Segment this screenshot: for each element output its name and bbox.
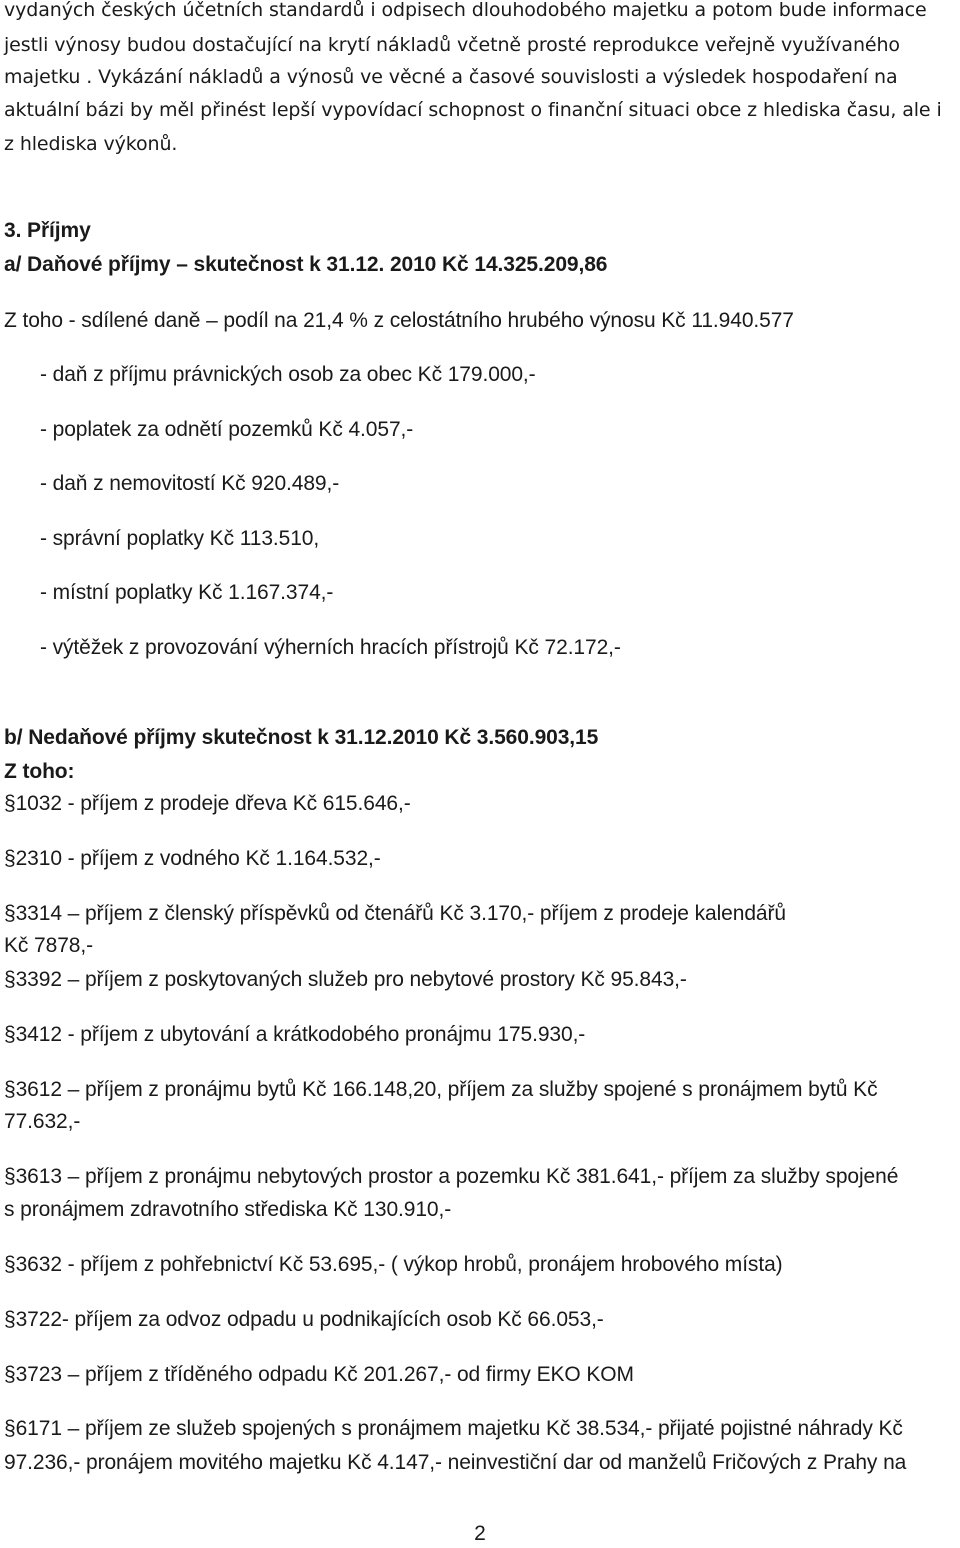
nontax-item: 77.632,-: [4, 1110, 81, 1133]
nontax-income-heading: b/ Nedaňové příjmy skutečnost k 31.12.2010 Kč 3.560.903,15: [4, 726, 599, 749]
tax-item: - výtěžek z provozování výherních hracích přístrojů Kč 72.172,-: [40, 636, 621, 659]
intro-line-5: z hlediska výkonů.: [4, 133, 178, 155]
tax-item: - daň z příjmu právnických osob za obec Kč 179.000,-: [40, 363, 536, 386]
intro-line-4: aktuální bázi by měl přinést lepší vypovídací schopnost o finanční situaci obce z hlediska času, ale i: [4, 99, 942, 121]
shared-tax-line: Z toho - sdílené daně – podíl na 21,4 % z celostátního hrubého výnosu Kč 11.940.577: [4, 309, 794, 332]
nontax-item: §3632 - příjem z pohřebnictví Kč 53.695,- ( výkop hrobů, pronájem hrobového místa): [4, 1253, 783, 1276]
intro-line-3: majetku . Vykázání nákladů a výnosů ve věcné a časové souvislosti a výsledek hospodaření na: [4, 66, 898, 88]
page-number: 2: [474, 1522, 486, 1545]
tax-item: - správní poplatky Kč 113.510,: [40, 527, 320, 550]
tax-item: - daň z nemovitostí Kč 920.489,-: [40, 472, 340, 495]
tax-item: - místní poplatky Kč 1.167.374,-: [40, 581, 334, 604]
intro-line-1: vydaných českých účetních standardů i odpisech dlouhodobého majetku a potom bude informace: [4, 0, 927, 21]
nontax-item: Kč 7878,-: [4, 934, 93, 957]
nontax-item: §3613 – příjem z pronájmu nebytových prostor a pozemku Kč 381.641,- příjem za služby spojené: [4, 1165, 899, 1188]
tax-item: - poplatek za odnětí pozemků Kč 4.057,-: [40, 418, 414, 441]
nontax-item: §2310 - příjem z vodného Kč 1.164.532,-: [4, 847, 381, 870]
section-heading: 3. Příjmy: [4, 219, 91, 242]
nontax-subheading: Z toho:: [4, 760, 75, 783]
nontax-item: §3392 – příjem z poskytovaných služeb pro nebytové prostory Kč 95.843,-: [4, 968, 687, 991]
nontax-item: §3612 – příjem z pronájmu bytů Kč 166.148,20, příjem za služby spojené s pronájmem bytů Kč: [4, 1078, 878, 1101]
nontax-item: §1032 - příjem z prodeje dřeva Kč 615.646,-: [4, 792, 411, 815]
nontax-item: 97.236,- pronájem movitého majetku Kč 4.147,- neinvestiční dar od manželů Fričových z Prahy na: [4, 1451, 907, 1474]
nontax-item: §6171 – příjem ze služeb spojených s pronájmem majetku Kč 38.534,- přijaté pojistné náhrady Kč: [4, 1417, 903, 1440]
tax-income-heading: a/ Daňové příjmy – skutečnost k 31.12. 2010 Kč 14.325.209,86: [4, 253, 608, 276]
nontax-item: §3722- příjem za odvoz odpadu u podnikajících osob Kč 66.053,-: [4, 1308, 604, 1331]
nontax-item: §3723 – příjem z tříděného odpadu Kč 201.267,- od firmy EKO KOM: [4, 1363, 634, 1386]
nontax-item: §3412 - příjem z ubytování a krátkodobého pronájmu 175.930,-: [4, 1023, 586, 1046]
intro-line-2: jestli výnosy budou dostačující na krytí nákladů včetně prosté reprodukce veřejně využívaného: [4, 34, 900, 56]
nontax-item: §3314 – příjem z členský příspěvků od čtenářů Kč 3.170,- příjem z prodeje kalendářů: [4, 902, 786, 925]
nontax-item: s pronájmem zdravotního střediska Kč 130.910,-: [4, 1198, 452, 1221]
